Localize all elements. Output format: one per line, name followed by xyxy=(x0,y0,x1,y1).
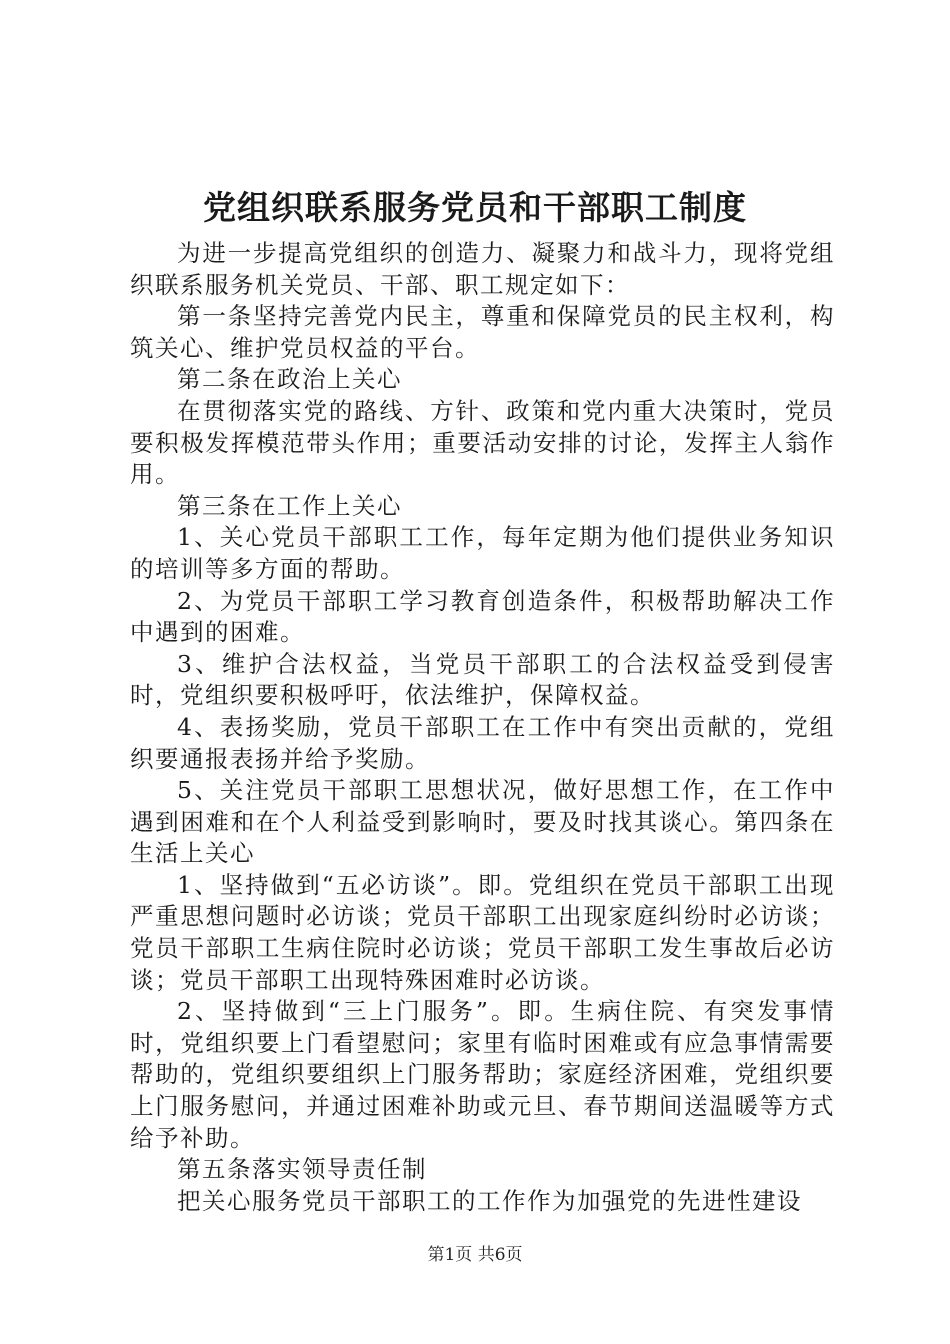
article-4-item-1: 1、坚持做到“五必访谈”。即。党组织在党员干部职工出现严重思想问题时必访谈；党员干部职工出现家庭纠纷时必访谈；党员干部职工生病住院时必访谈；党员干部职工发生事故后必访谈；党员干部职工出现特殊困难时必访谈。 xyxy=(130,870,835,994)
document-body xyxy=(130,238,835,1217)
article-3-item-5: 5、关注党员干部职工思想状况，做好思想工作，在工作中遇到困难和在个人利益受到影响时，要及时找其谈心。第四条在生活上关心 xyxy=(130,776,835,868)
article-2-paragraph: 在贯彻落实党的路线、方针、政策和党内重大决策时，党员要积极发挥模范带头作用；重要活动安排的讨论，发挥主人翁作用。 xyxy=(130,396,835,489)
article-1-paragraph: 第一条坚持完善党内民主，尊重和保障党员的民主权利，构筑关心、维护党员权益的平台。 xyxy=(130,302,835,362)
article-3-item-4: 4、表扬奖励，党员干部职工在工作中有突出贡献的，党组织要通报表扬并给予奖励。 xyxy=(130,712,835,773)
article-4-item-2: 2、坚持做到“三上门服务”。即。生病住院、有突发事情时，党组织要上门看望慰问；家里有临时困难或有应急事情需要帮助的，党组织要组织上门服务帮助；家庭经济困难，党组织要上门服务慰问，并通过困难补助或元旦、春节期间送温暖等方式给予补助。 xyxy=(130,997,835,1152)
article-3-item-2: 2、为党员干部职工学习教育创造条件，积极帮助解决工作中遇到的困难。 xyxy=(130,586,835,647)
article-3-item-1: 1、关心党员干部职工工作，每年定期为他们提供业务知识的培训等多方面的帮助。 xyxy=(130,523,835,583)
document-title: 党组织联系服务党员和干部职工制度 xyxy=(203,188,747,227)
article-2-heading: 第二条在政治上关心 xyxy=(177,365,402,394)
article-5-paragraph: 把关心服务党员干部职工的工作作为加强党的先进性建设 xyxy=(177,1186,802,1215)
intro-paragraph: 为进一步提高党组织的创造力、凝聚力和战斗力，现将党组织联系服务机关党员、干部、职工规定如下： xyxy=(130,239,835,299)
article-3-item-3: 3、维护合法权益，当党员干部职工的合法权益受到侵害时，党组织要积极呼吁，依法维护，保障权益。 xyxy=(130,649,835,710)
page-number-footer: 第1页 共6页 xyxy=(427,1245,523,1265)
article-3-heading: 第三条在工作上关心 xyxy=(177,491,402,520)
article-5-heading: 第五条落实领导责任制 xyxy=(177,1155,427,1184)
